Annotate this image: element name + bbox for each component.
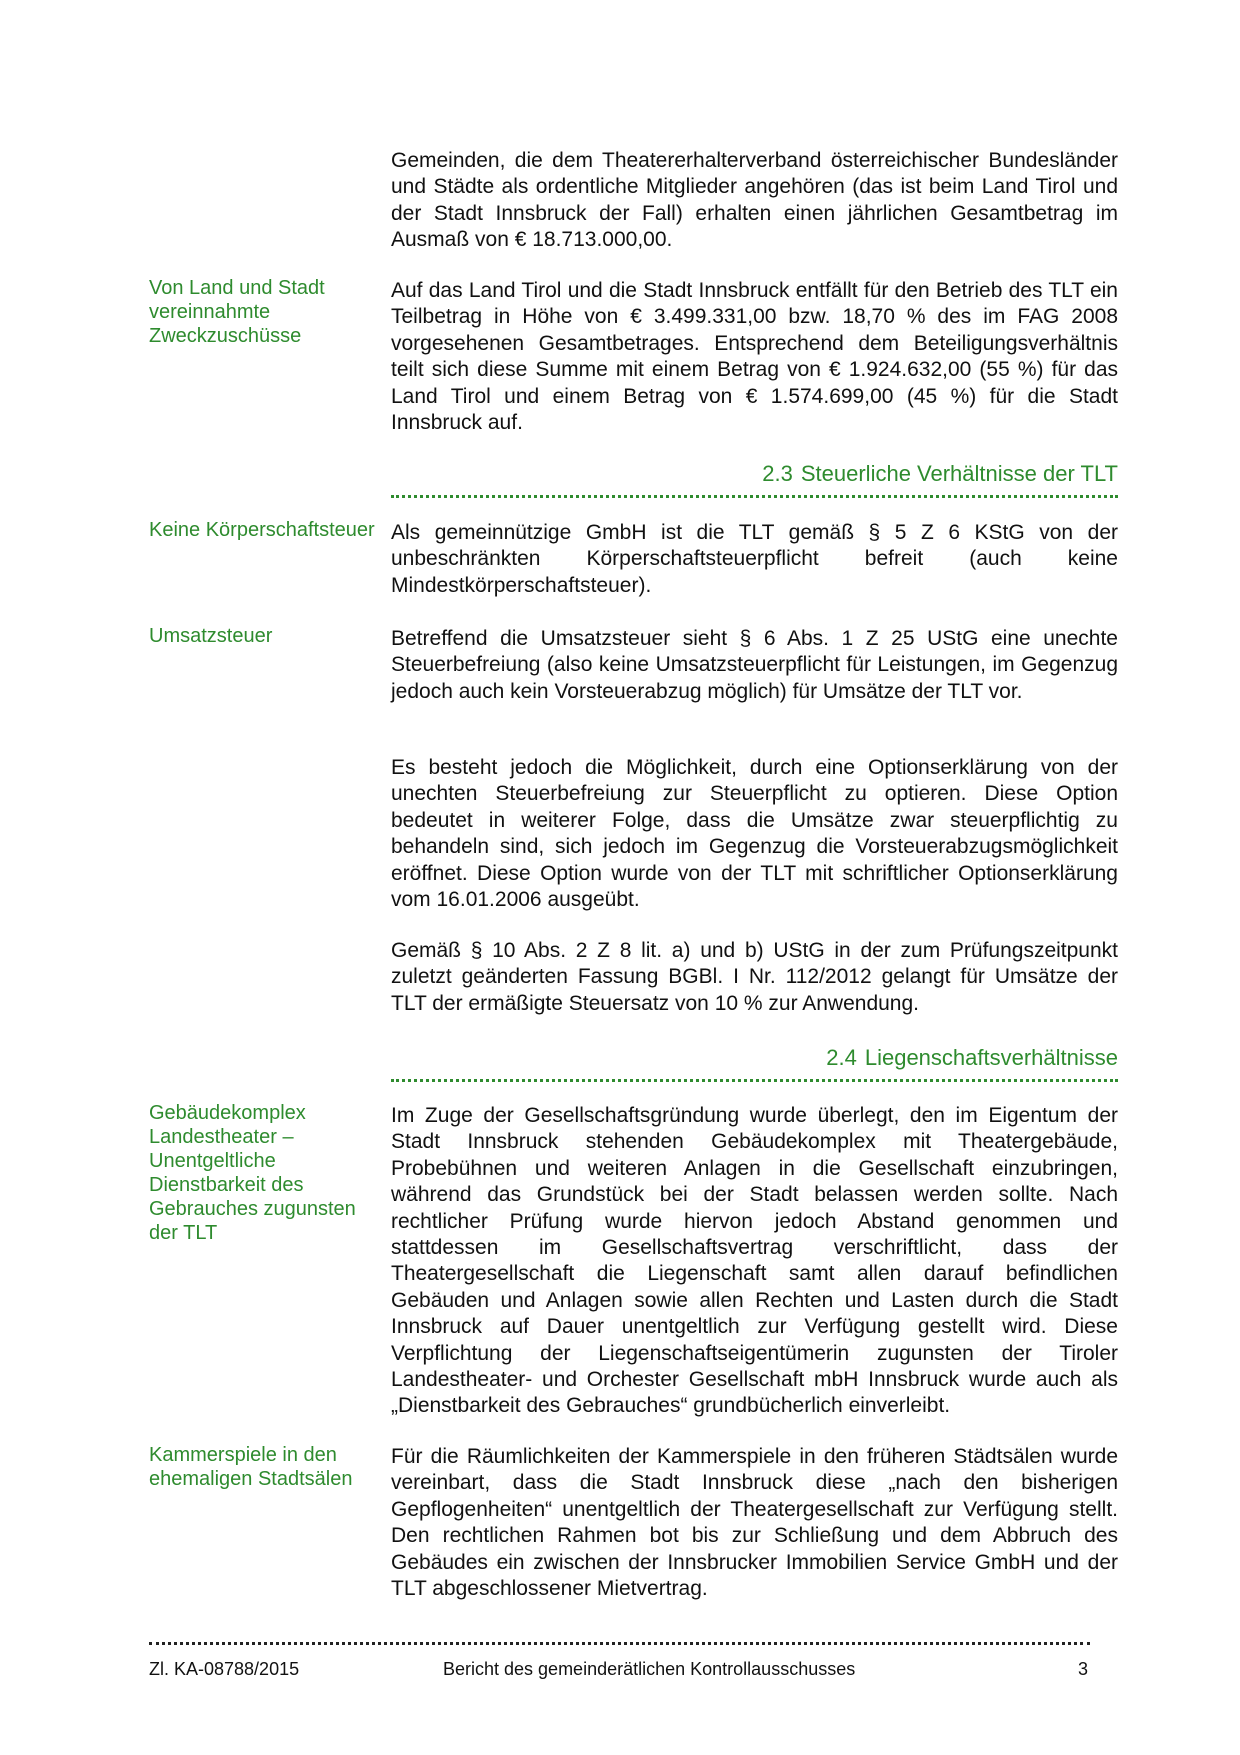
paragraph-kammerspiele: Für die Räumlichkeiten der Kammerspiele in den früheren Städtsälen wurde vereinbart, dass die Stadt Innsbruck diese „nach den bisherigen Gepflogenheiten“ unentgeltlich der Theatergesellschaft zur Verfügung stellt. Den rechtlichen Rahmen bot bis zur Schließung und dem Abbruch des Gebäudes ein zwischen der Innsbrucker Immobilien Service GmbH und der TLT abgeschlossener Mietvertrag. xyxy=(391,1445,1118,1601)
section-heading-2-4 xyxy=(391,1043,1118,1082)
section-number: 2.3 xyxy=(762,461,793,486)
footer-divider xyxy=(149,1642,1090,1645)
margin-note-umsatzsteuer: Umsatzsteuer xyxy=(149,625,273,647)
paragraph-teilbetrag: Auf das Land Tirol und die Stadt Innsbruck entfällt für den Betrieb des TLT ein Teilbetrag in Höhe von € 3.499.331,00 bzw. 18,70 % des im FAG 2008 vorgesehenen Gesamtbetrages. Entsprechend dem Beteiligungsverhältnis teilt sich diese Summe mit einem Betrag von € 1.924.632,00 (55 %) für das Land Tirol und einem Betrag von € 1.574.699,00 (45 %) für die Stadt Innsbruck auf. xyxy=(391,279,1118,435)
section-number: 2.4 xyxy=(826,1045,857,1070)
footer-report-title: Bericht des gemeinderätlichen Kontrollausschusses xyxy=(443,1659,856,1679)
section-title: Steuerliche Verhältnisse der TLT xyxy=(800,461,1118,486)
paragraph-kstg: Als gemeinnützige GmbH ist die TLT gemäß § 5 Z 6 KStG von der unbeschränkten Körperschaftsteuerpflicht befreit (auch keine Mindestkörperschaftsteuer). xyxy=(391,521,1118,597)
footer-doc-number: Zl. KA-08788/2015 xyxy=(149,1659,300,1679)
section-title: Liegenschaftsverhältnisse xyxy=(864,1045,1118,1070)
paragraph-optionserklaerung: Es besteht jedoch die Möglichkeit, durch eine Optionserklärung von der unechten Steuerbefreiung zur Steuerpflicht zu optieren. Diese Option bedeutet in weiterer Folge, dass die Umsätze zwar steuerpflichtig zu behandeln sind, sich jedoch im Gegenzug die Vorsteuerabzugsmöglichkeit eröffnet. Diese Option wurde von der TLT mit schriftlicher Optionserklärung vom 16.01.2006 ausgeübt. xyxy=(391,756,1118,912)
paragraph-ustg-befreiung: Betreffend die Umsatzsteuer sieht § 6 Abs. 1 Z 25 UStG eine unechte Steuerbefreiung (also keine Umsatzsteuerpflicht für Leistungen, im Gegenzug jedoch auch kein Vorsteuerabzug möglich) für Umsätze der TLT vor. xyxy=(391,627,1118,703)
paragraph-gemeinden: Gemeinden, die dem Theatererhalterverband österreichischer Bundesländer und Städte als ordentliche Mitglieder angehören (das ist beim Land Tirol und der Stadt Innsbruck der Fall) erhalten einen jährlichen Gesamtbetrag im Ausmaß von € 18.713.000,00. xyxy=(391,149,1118,252)
paragraph-gesellschaftsgruendung: Im Zuge der Gesellschaftsgründung wurde überlegt, den im Eigentum der Stadt Innsbruck stehenden Gebäudekomplex mit Theatergebäude, Probebühnen und weiteren Anlagen in die Gesellschaft einzubringen, während das Grundstück bei der Stadt belassen werden sollte. Nach rechtlicher Prüfung wurde hiervon jedoch Abstand genommen und stattdessen im Gesellschaftsvertrag verschriftlicht, dass der Theatergesellschaft die Liegenschaft samt allen darauf befindlichen Gebäuden und Anlagen sowie allen Rechten und Lasten durch die Stadt Innsbruck auf Dauer unentgeltlich zur Verfügung gestellt wird. Diese Verpflichtung der Liegenschaftseigentümerin zugunsten der Tiroler Landestheater- und Orchester Gesellschaft mbH Innsbruck wurde auch als „Dienstbarkeit des Gebrauches“ grundbücherlich einverleibt. xyxy=(391,1104,1118,1418)
margin-note-gebaeudekomplex: Gebäudekomplex Landestheater – Unentgeltliche Dienstbarkeit des Gebrauches zugunsten der TLT xyxy=(149,1102,356,1244)
section-heading-2-3 xyxy=(391,459,1118,498)
margin-note-zweckzuschuesse: Von Land und Stadt vereinnahmte Zweckzuschüsse xyxy=(149,277,325,347)
paragraph-steuersatz: Gemäß § 10 Abs. 2 Z 8 lit. a) und b) UStG in der zum Prüfungszeitpunkt zuletzt geänderten Fassung BGBl. I Nr. 112/2012 gelangt für Umsätze der TLT der ermäßigte Steuersatz von 10 % zur Anwendung. xyxy=(391,939,1118,1015)
footer-page-number: 3 xyxy=(1078,1659,1089,1679)
margin-note-kammerspiele: Kammerspiele in den ehemaligen Stadtsälen xyxy=(149,1444,353,1490)
margin-note-koerperschaftsteuer: Keine Körperschaftsteuer xyxy=(149,519,375,541)
